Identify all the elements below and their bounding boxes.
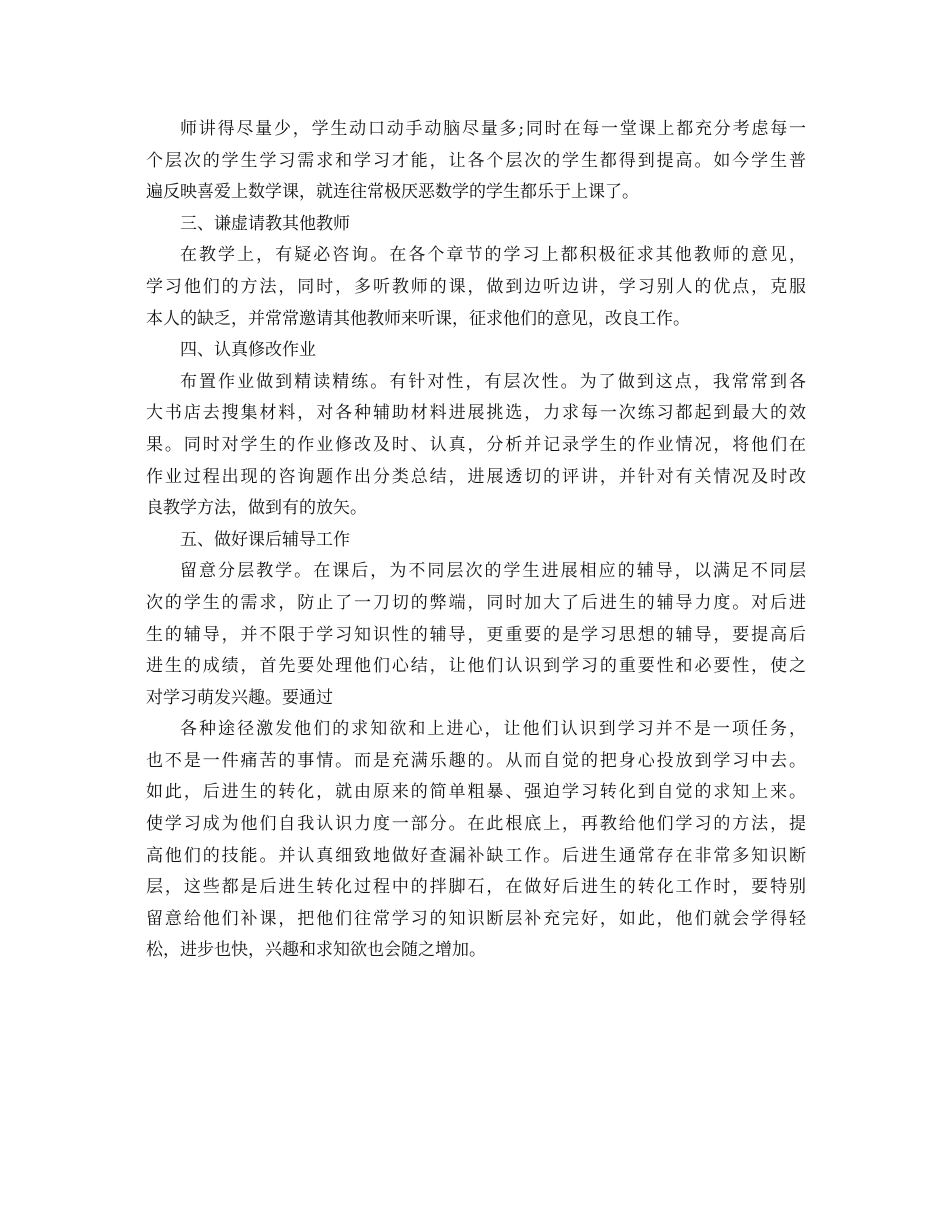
text-line: 在教学上，有疑必咨询。在各个章节的学习上都积极征求其他教师的意见，: [180, 245, 806, 266]
text-line: 各种途径激发他们的求知欲和上进心，让他们认识到学习并不是一项任务，: [180, 719, 806, 740]
text-line: 果。同时对学生的作业修改及时、认真，分析并记录学生的作业情况，将他们在: [146, 434, 806, 455]
text-line: 次的学生的需求，防止了一刀切的弊端，同时加大了后进生的辅导力度。对后进: [146, 592, 806, 613]
section-heading: 五、做好课后辅导工作: [180, 529, 350, 550]
text-line: 也不是一件痛苦的事情。而是充满乐趣的。从而自觉的把身心投放到学习中去。: [146, 750, 806, 771]
text-line: 布置作业做到精读精练。有针对性，有层次性。为了做到这点，我常常到各: [180, 371, 806, 392]
text-line: 如此，后进生的转化，就由原来的简单粗暴、强迫学习转化到自觉的求知上来。: [146, 782, 806, 803]
text-line: 良教学方法，做到有的放矢。: [146, 498, 367, 519]
section-heading: 三、谦虚请教其他教师: [180, 213, 350, 234]
text-line: 进生的成绩，首先要处理他们心结，让他们认识到学习的重要性和必要性，使之: [146, 656, 806, 677]
text-line: 遍反映喜爱上数学课，就连往常极厌恶数学的学生都乐于上课了。: [146, 182, 639, 203]
text-line: 使学习成为他们自我认识力度一部分。在此根底上，再教给他们学习的方法，提: [146, 814, 806, 835]
text-line: 作业过程出现的咨询题作出分类总结，进展透切的评讲，并针对有关情况及时改: [146, 466, 806, 487]
text-line: 师讲得尽量少，学生动口动手动脑尽量多;同时在每一堂课上都充分考虑每一: [180, 119, 806, 139]
text-line: 高他们的技能。并认真细致地做好查漏补缺工作。后进生通常存在非常多知识断: [146, 845, 806, 866]
text-line: 个层次的学生学习需求和学习才能，让各个层次的学生都得到提高。如今学生普: [146, 150, 806, 171]
text-line: 对学习萌发兴趣。要通过: [146, 687, 333, 708]
text-line: 生的辅导，并不限于学习知识性的辅导，更重要的是学习思想的辅导，要提高后: [146, 624, 806, 645]
text-line: 留意给他们补课，把他们往常学习的知识断层补充完好，如此，他们就会学得轻: [146, 908, 806, 929]
text-line: 松，进步也快，兴趣和求知欲也会随之增加。: [146, 940, 486, 961]
text-line: 大书店去搜集材料，对各种辅助材料进展挑选，力求每一次练习都起到最大的效: [146, 403, 806, 424]
text-line: 本人的缺乏，并常常邀请其他教师来听课，征求他们的意见，改良工作。: [146, 308, 690, 329]
text-line: 留意分层教学。在课后，为不同层次的学生进展相应的辅导，以满足不同层: [180, 561, 806, 582]
text-line: 学习他们的方法，同时，多听教师的课，做到边听边讲，学习别人的优点，克服: [146, 276, 806, 297]
text-line: 层，这些都是后进生转化过程中的拌脚石，在做好后进生的转化工作时，要特别: [146, 877, 806, 898]
section-heading: 四、认真修改作业: [180, 340, 316, 361]
document-page: [146, 114, 806, 967]
